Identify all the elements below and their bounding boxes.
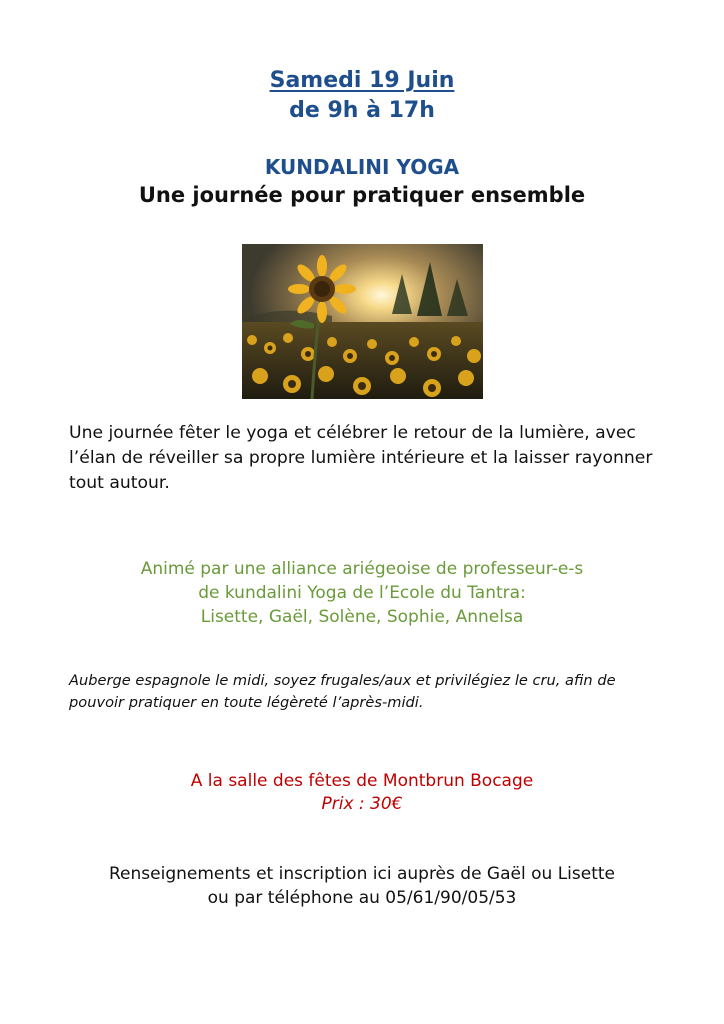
animators-names: Lisette, Gaël, Solène, Sophie, Annelsa [200,607,524,627]
sunflower-photo [242,244,483,399]
auberge-note: Auberge espagnole le midi, soyez frugales/aux et privilégiez le cru, afin de pouvoir pratiquer en toute légèreté l’après-midi. [69,672,616,711]
page-title: KUNDALINI YOGA [264,155,460,179]
page-subtitle: Une journée pour pratiquer ensemble [138,183,586,207]
event-date: Samedi 19 Juin [269,68,455,93]
animators-line: de kundalini Yoga de l’Ecole du Tantra: [198,583,526,603]
event-time: de 9h à 17h [289,98,435,123]
contact-phone: ou par téléphone au 05/61/90/05/53 [207,888,517,908]
contact-block [0,862,724,910]
animators-line: Animé par une alliance ariégeoise de professeur-e-s [140,559,584,579]
venue-location: A la salle des fêtes de Montbrun Bocage [190,771,534,791]
intro-paragraph: Une journée fêter le yoga et célébrer le retour de la lumière, avec l’élan de réveiller sa propre lumière intérieure et la laisser rayonner tout autour. [69,423,653,493]
contact-line: Renseignements et inscription ici auprès de Gaël ou Lisette [109,864,615,884]
animators-block [0,557,724,629]
price: Prix : 30€ [321,794,403,814]
